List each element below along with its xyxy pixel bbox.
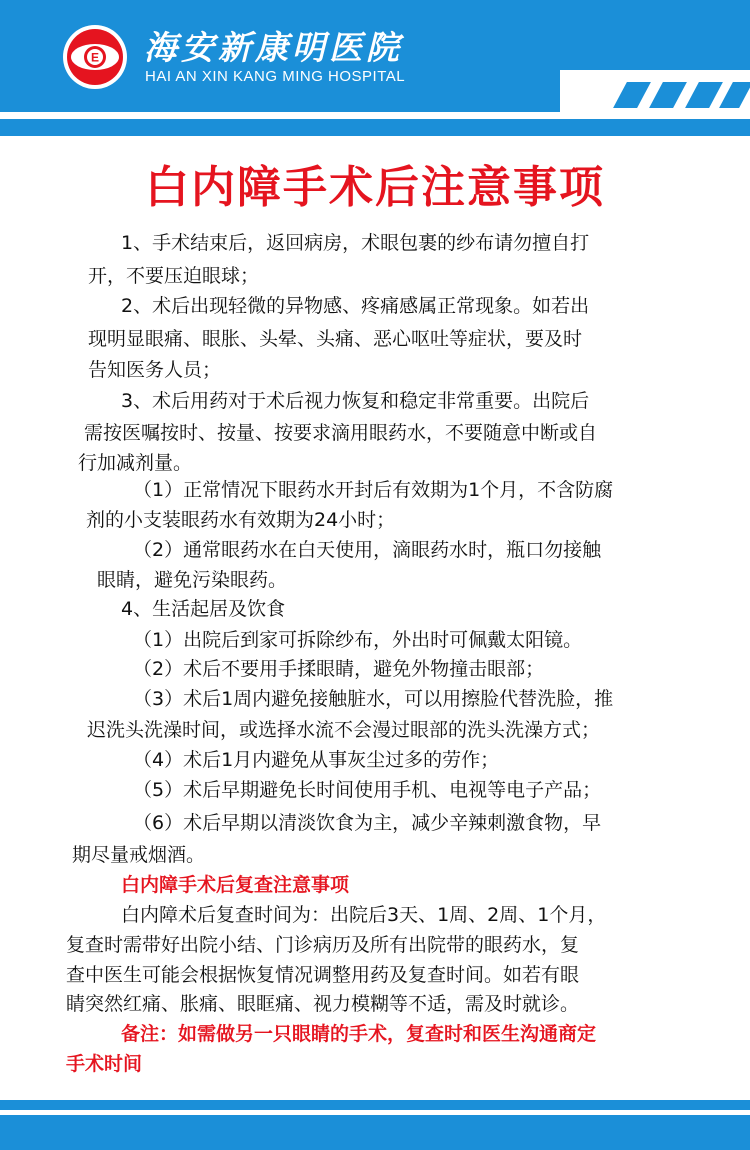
review-line-d: 睛突然红痛、胀痛、眼眶痛、视力模糊等不适，需及时就诊。 <box>66 993 580 1015</box>
logo-letter: E <box>90 50 100 65</box>
decorative-stripes <box>600 82 750 108</box>
header-divider-line <box>0 119 750 136</box>
living-5: （5）术后早期避免长时间使用手机、电视等电子产品； <box>133 779 602 801</box>
sub-1-line-a: （1）正常情况下眼药水开封后有效期为1个月，不含防腐 <box>133 479 614 501</box>
living-6-line-b: 期尽量戒烟酒。 <box>72 844 206 866</box>
header-banner <box>0 0 750 136</box>
review-heading: 白内障手术后复查注意事项 <box>121 874 350 896</box>
living-1: （1）出院后到家可拆除纱布，外出时可佩戴太阳镜。 <box>133 629 583 651</box>
review-line-c: 查中医生可能会根据恢复情况调整用药及复查时间。如若有眼 <box>66 964 580 986</box>
footer-line <box>0 1100 750 1110</box>
page-title: 白内障手术后注意事项 <box>145 162 605 213</box>
item-2-line-b: 现明显眼痛、眼胀、头晕、头痛、恶心呕吐等症状，要及时 <box>88 328 583 350</box>
sub-1-line-b: 剂的小支装眼药水有效期为24小时； <box>86 509 396 531</box>
living-2: （2）术后不要用手揉眼睛，避免外物撞击眼部； <box>133 658 545 680</box>
hospital-logo-eye-icon <box>62 24 128 90</box>
item-3-line-c: 行加减剂量。 <box>78 452 193 474</box>
sub-2-line-b: 眼睛，避免污染眼药。 <box>97 569 288 591</box>
item-2-line-c: 告知医务人员； <box>88 359 222 381</box>
review-line-b: 复查时需带好出院小结、门诊病历及所有出院带的眼药水，复 <box>66 934 580 956</box>
item-4-heading: 4、生活起居及饮食 <box>121 598 286 620</box>
note-line-a: 备注：如需做另一只眼睛的手术，复查时和医生沟通商定 <box>121 1023 597 1045</box>
review-line-a: 白内障术后复查时间为：出院后3天、1周、2周、1个月， <box>121 904 607 926</box>
hospital-name-cn: 海安新康明医院 <box>144 28 403 67</box>
item-3-line-b: 需按医嘱按时、按量、按要求滴用眼药水，不要随意中断或自 <box>84 422 598 444</box>
item-1-line-b: 开，不要压迫眼球； <box>88 265 260 287</box>
note-line-b: 手术时间 <box>66 1053 143 1075</box>
footer-band <box>0 1115 750 1150</box>
living-6-line-a: （6）术后早期以清淡饮食为主，减少辛辣刺激食物，早 <box>133 812 602 834</box>
sub-2-line-a: （2）通常眼药水在白天使用，滴眼药水时，瓶口勿接触 <box>133 539 602 561</box>
item-3-line-a: 3、术后用药对于术后视力恢复和稳定非常重要。出院后 <box>121 390 590 412</box>
item-1-line-a: 1、手术结束后，返回病房，术眼包裹的纱布请勿擅自打 <box>121 232 590 254</box>
living-3-line-a: （3）术后1周内避免接触脏水，可以用擦脸代替洗脸，推 <box>133 688 614 710</box>
living-4: （4）术后1月内避免从事灰尘过多的劳作； <box>133 749 500 771</box>
hospital-name-en: HAI AN XIN KANG MING HOSPITAL <box>145 68 406 85</box>
living-3-line-b: 迟洗头洗澡时间，或选择水流不会漫过眼部的洗头洗澡方式； <box>87 719 601 741</box>
item-2-line-a: 2、术后出现轻微的异物感、疼痛感属正常现象。如若出 <box>121 295 590 317</box>
